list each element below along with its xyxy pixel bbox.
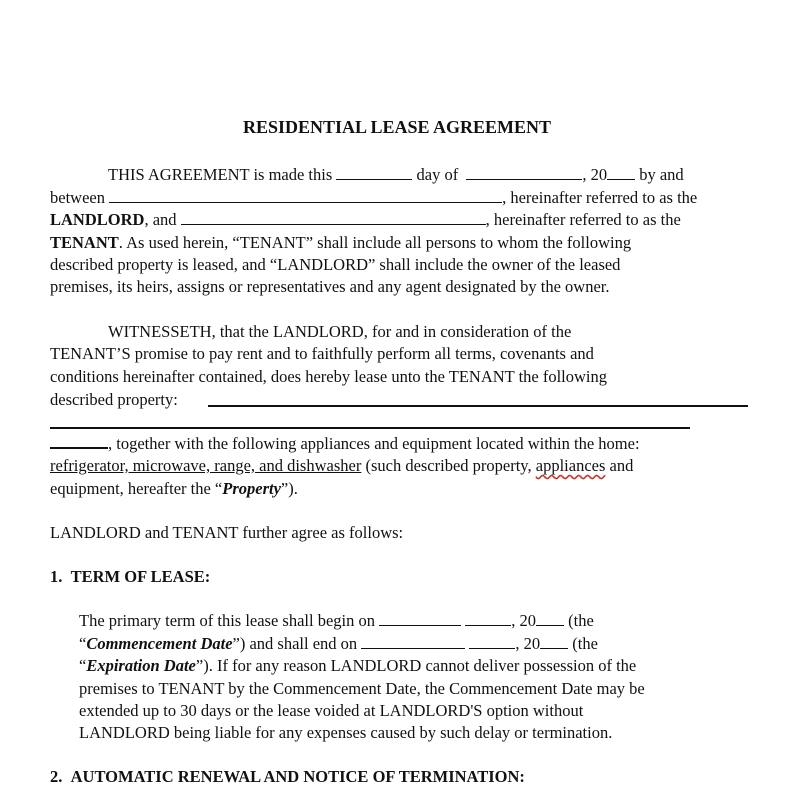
agreement-year-blank[interactable] [607, 165, 635, 180]
term-text: ”). If for any reason LANDLORD cannot deliver possession of the [195, 656, 637, 675]
intro-text: THIS AGREEMENT is made this [108, 165, 333, 184]
intro-text: , hereinafter referred to as the [502, 188, 698, 207]
witness-line-1: WITNESSETH, that the LANDLORD, for and in consideration of the [108, 322, 572, 341]
tenant-term: TENANT [50, 233, 119, 252]
commencement-day-blank[interactable] [465, 611, 511, 626]
agreement-month-blank[interactable] [466, 165, 582, 180]
term-text: “ [79, 656, 87, 675]
intro-text: , hereinafter referred to as the [485, 210, 681, 229]
term-text: (the [568, 611, 594, 630]
tenant-name-blank[interactable] [181, 210, 486, 225]
commencement-year-blank[interactable] [536, 611, 564, 626]
intro-line-6: premises, its heirs, assigns or representatives and any agent designated by the owner. [50, 277, 610, 296]
term-text: “ [79, 634, 87, 653]
term-text: , 20 [511, 611, 537, 630]
section-1-heading: 1. TERM OF LEASE: [50, 567, 211, 586]
section-2-heading: 2. AUTOMATIC RENEWAL AND NOTICE OF TERMINATION: [50, 767, 525, 786]
witness-line-3: conditions hereinafter contained, does hereby lease unto the TENANT the following [50, 367, 608, 386]
witness-line-4 [50, 390, 178, 410]
section-1-line-1 [79, 611, 594, 631]
landlord-term: LANDLORD [50, 210, 145, 229]
commencement-month-blank[interactable] [379, 611, 461, 626]
intro-text: by and [639, 165, 684, 184]
intro-line-4 [50, 233, 631, 253]
property-term: Property [222, 479, 281, 498]
property-description-blank-2[interactable] [50, 427, 690, 429]
intro-line-1 [108, 165, 684, 185]
section-1-line-4: premises to TENANT by the Commencement Date, the Commencement Date may be [79, 679, 645, 698]
intro-line-5: described property is leased, and “LANDLORD” shall include the owner of the leased [50, 255, 621, 274]
expiration-month-blank[interactable] [361, 634, 465, 649]
witness-line-6 [50, 433, 640, 454]
section-1-line-5: extended up to 30 days or the lease voided at LANDLORD'S option without [79, 701, 584, 720]
section-1-line-6: LANDLORD being liable for any expenses caused by such delay or termination. [79, 723, 613, 742]
intro-line-3 [50, 210, 681, 230]
expiration-day-blank[interactable] [469, 634, 515, 649]
section-1-line-2 [79, 634, 598, 654]
property-description-blank[interactable] [208, 405, 748, 407]
intro-text: between [50, 188, 105, 207]
term-text: ”) and shall end on [232, 634, 358, 653]
document-title: RESIDENTIAL LEASE AGREEMENT [242, 117, 552, 137]
intro-text: . As used herein, “TENANT” shall include all persons to whom the following [118, 233, 632, 252]
witness-text: (such described property, [361, 456, 536, 475]
appliance-list: refrigerator, microwave, range, and dishwasher [50, 456, 362, 475]
further-agree-line: LANDLORD and TENANT further agree as follows: [50, 523, 404, 542]
witness-line-8 [50, 479, 298, 499]
intro-text: , and [144, 210, 177, 229]
landlord-name-blank[interactable] [109, 188, 502, 203]
agreement-day-blank[interactable] [336, 165, 412, 180]
witness-line-2: TENANT’S promise to pay rent and to faithfully perform all terms, covenants and [50, 344, 594, 363]
spellcheck-word: appliances [535, 456, 606, 475]
term-text: The primary term of this lease shall begin on [79, 611, 376, 630]
witness-line-7 [50, 456, 633, 476]
witness-text: and [605, 456, 634, 475]
described-property-label: described property: [50, 390, 178, 409]
intro-text: , 20 [582, 165, 608, 184]
witness-text: equipment, hereafter the “ [50, 479, 223, 498]
section-1-line-3 [79, 656, 636, 676]
intro-text: day of [416, 165, 459, 184]
term-text: , 20 [515, 634, 541, 653]
property-description-blank-3[interactable] [50, 433, 108, 449]
witness-text: ”). [280, 479, 298, 498]
expiration-year-blank[interactable] [540, 634, 568, 649]
expiration-date-term: Expiration Date [86, 656, 196, 675]
intro-line-2 [50, 188, 697, 208]
witness-text: , together with the following appliances and equipment located within the home: [108, 434, 640, 453]
commencement-date-term: Commencement Date [86, 634, 233, 653]
term-text: (the [572, 634, 598, 653]
